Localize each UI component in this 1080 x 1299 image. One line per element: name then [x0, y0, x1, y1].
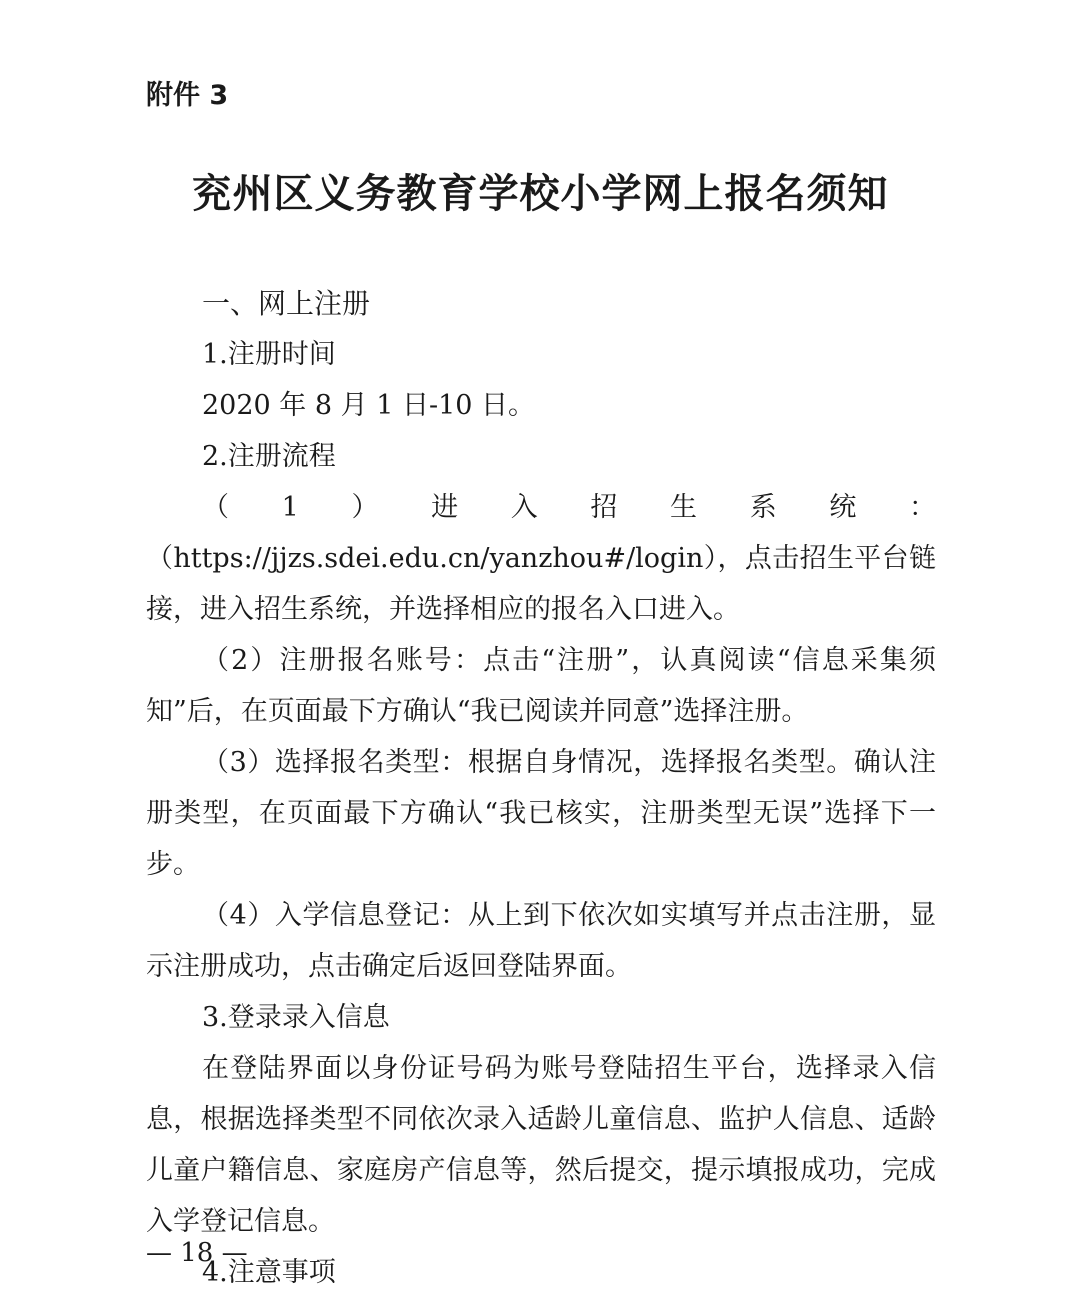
- section-heading-online-registration: 一、网上注册: [202, 287, 371, 320]
- page-number: — 18 —: [146, 1238, 248, 1268]
- paragraph-registration-dates: 2020 年 8 月 1 日-10 日。: [202, 390, 536, 421]
- paragraph-step-1: （1）进入招生系统：（https://jjzs.sdei.edu.cn/yanzhou#/login），点击招生平台链接，进入招生系统，并选择相应的报名入口进入。: [146, 492, 936, 625]
- document-body: [146, 278, 936, 1298]
- subheading-notes: 4.注意事项: [202, 1257, 336, 1288]
- subheading-login-entry: 3.登录录入信息: [202, 1002, 390, 1033]
- paragraph-login-entry: 在登陆界面以身份证号码为账号登陆招生平台，选择录入信息，根据选择类型不同依次录入适龄儿童信息、监护人信息、适龄儿童户籍信息、家庭房产信息等，然后提交，提示填报成功，完成入学登记信息。: [146, 1053, 936, 1237]
- subheading-registration-process: 2.注册流程: [202, 441, 336, 472]
- paragraph-step-3: （3）选择报名类型：根据自身情况，选择报名类型。确认注册类型，在页面最下方确认“我已核实，注册类型无误”选择下一步。: [146, 747, 936, 880]
- subheading-registration-time: 1.注册时间: [202, 339, 336, 370]
- paragraph-step-4: （4）入学信息登记：从上到下依次如实填写并点击注册，显示注册成功，点击确定后返回登陆界面。: [146, 900, 936, 982]
- paragraph-step-2: （2）注册报名账号：点击“注册”，认真阅读“信息采集须知”后，在页面最下方确认“我已阅读并同意”选择注册。: [146, 645, 936, 727]
- document-title: 兖州区义务教育学校小学网上报名须知: [191, 171, 889, 217]
- attachment-label: 附件 3: [146, 80, 229, 111]
